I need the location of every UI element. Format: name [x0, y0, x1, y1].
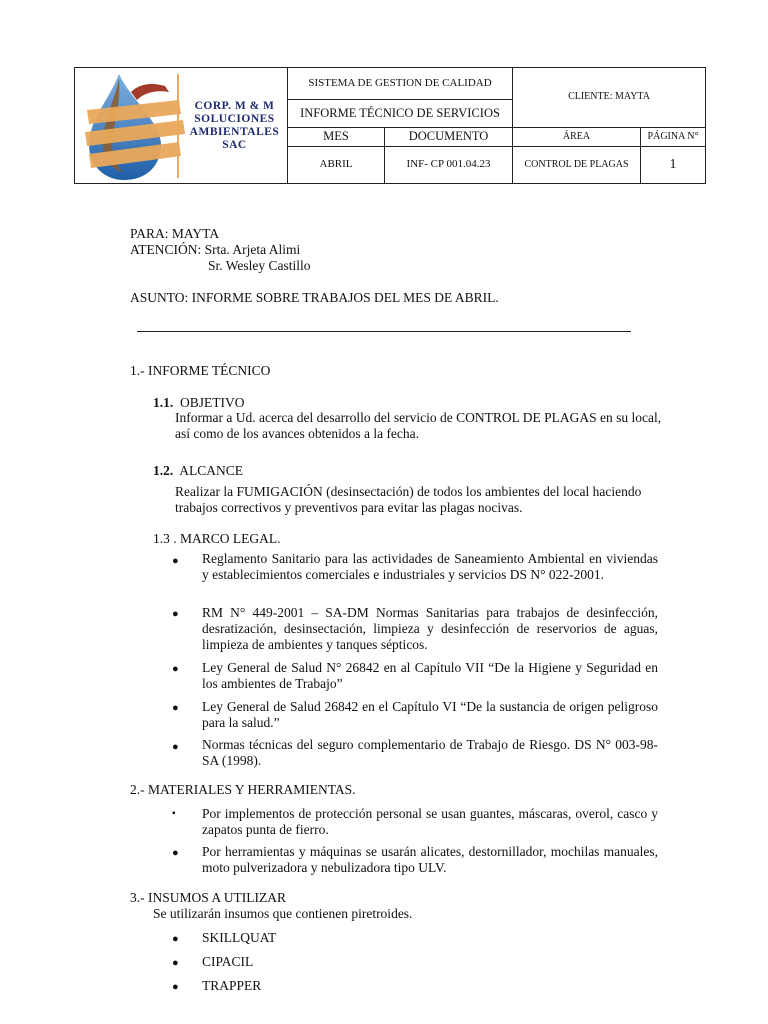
alcance-text: Realizar la FUMIGACIÓN (desinsectación) de todos los ambientes del local haciendo trabajos correctivos y preventivos para evitar las plagas nocivas.	[175, 484, 642, 515]
col-pagina: PÁGINA N°	[641, 128, 706, 147]
document-header-table	[74, 67, 706, 184]
logo-line-2: SOLUCIONES	[194, 112, 275, 125]
marco-item-3: Ley General de Salud N° 26842 en al Capítulo VII “De la Higiene y Seguridad en los ambientes de Trabajo”	[202, 660, 658, 691]
section-1-title: 1.- INFORME TÉCNICO	[130, 363, 271, 378]
logo-line-3: AMBIENTALES	[189, 125, 280, 138]
col-area: ÁREA	[513, 128, 641, 147]
small-square-bullet-icon: ▪	[172, 808, 176, 819]
insumo-item-1: SKILLQUAT	[202, 930, 277, 945]
marco-item-5: Normas técnicas del seguro complementario de Trabajo de Riesgo. DS N° 003-98- SA (1998).	[202, 737, 658, 768]
materiales-item-1: Por implementos de protección personal se usan guantes, máscaras, overol, casco y zapatos punta de fierro.	[202, 806, 658, 837]
para-line: PARA: MAYTA	[130, 226, 220, 241]
atencion-line-2: Sr. Wesley Castillo	[208, 258, 311, 273]
logo-line-4: SAC	[222, 138, 247, 151]
marco-legal-title: 1.3 . MARCO LEGAL.	[153, 531, 281, 546]
materiales-item-2: Por herramientas y máquinas se usarán alicates, destornillador, mochilas manuales, moto pulverizadora y nebulizadora tipo ULV.	[202, 844, 658, 875]
value-area: CONTROL DE PLAGAS	[513, 147, 641, 184]
insumo-item-3: TRAPPER	[202, 978, 262, 993]
value-documento: INF- CP 001.04.23	[385, 147, 513, 184]
logo-line-1: CORP. M & M	[194, 99, 275, 112]
value-page-number: 1	[641, 147, 706, 184]
bullet-icon: ●	[172, 933, 179, 945]
objetivo-text: Informar a Ud. acerca del desarrollo del servicio de CONTROL DE PLAGAS en su local, así como de los avances obtenidos a la fecha.	[175, 410, 662, 441]
col-mes: MES	[288, 128, 385, 147]
section-2-title: 2.- MATERIALES Y HERRAMIENTAS.	[130, 782, 356, 797]
bullet-icon: ●	[172, 663, 179, 675]
asunto-line: ASUNTO: INFORME SOBRE TRABAJOS DEL MES DE ABRIL.	[130, 290, 499, 305]
value-mes: ABRIL	[288, 147, 385, 184]
bullet-icon: ●	[172, 741, 179, 753]
marco-item-2: RM N° 449-2001 – SA-DM Normas Sanitarias para trabajos de desinfección, desratización, desinsectación, limpieza y desinfección de reservorios de aguas, limpieza de ambientes y tanques sépticos.	[202, 605, 658, 652]
insumo-item-2: CIPACIL	[202, 954, 254, 969]
objetivo-number: 1.1.	[153, 395, 174, 410]
marco-item-4: Ley General de Salud 26842 en el Capítulo VI “De la sustancia de origen peligroso para la salud.”	[202, 699, 658, 730]
atencion-line-1: ATENCIÓN: Srta. Arjeta Alimi	[130, 242, 301, 257]
bullet-icon: ●	[172, 981, 179, 993]
section-3-title: 3.- INSUMOS A UTILIZAR	[130, 890, 287, 905]
bullet-icon: ●	[172, 608, 179, 620]
bullet-icon: ●	[172, 957, 179, 969]
alcance-title: ALCANCE	[179, 463, 244, 478]
alcance-number: 1.2.	[153, 463, 174, 478]
marco-item-1: Reglamento Sanitario para las actividades de Saneamiento Ambiental en viviendas y establecimientos comerciales e industriales y servicios DS N° 022-2001.	[202, 551, 658, 582]
divider-line	[137, 331, 631, 332]
report-title: INFORME TÉCNICO DE SERVICIOS	[288, 100, 513, 128]
insumos-intro: Se utilizarán insumos que contienen piretroides.	[153, 906, 413, 921]
system-title: SISTEMA DE GESTION DE CALIDAD	[288, 68, 513, 100]
company-logo	[75, 68, 288, 184]
bullet-icon: ●	[172, 847, 179, 859]
objetivo-title: OBJETIVO	[180, 395, 245, 410]
bullet-icon: ●	[172, 555, 179, 567]
bullet-icon: ●	[172, 702, 179, 714]
col-documento: DOCUMENTO	[385, 128, 513, 147]
client-label: CLIENTE: MAYTA	[513, 68, 706, 128]
